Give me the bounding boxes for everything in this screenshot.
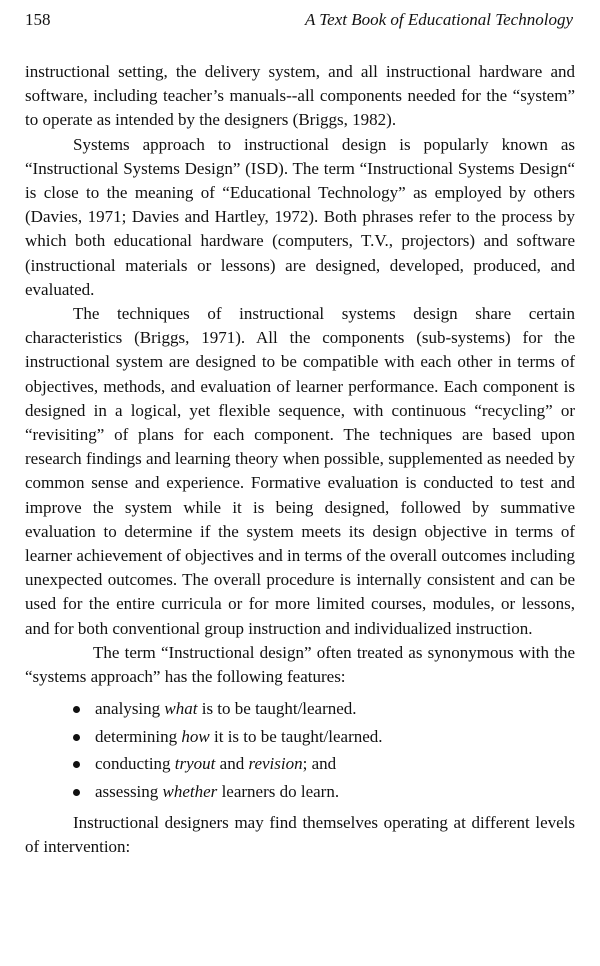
bullet-icon [73,706,80,713]
bullet-icon [73,734,80,741]
page-number: 158 [25,10,51,29]
bullet-icon [73,789,80,796]
bullet-icon [73,761,80,768]
feature-list [25,695,575,805]
paragraph-continuation: instructional setting, the delivery system, and all instructional hardware and software, including teacher’s manuals--all components needed for the “system” to operate as intended by the designers (Briggs, 1982). [25,62,575,130]
body-text [25,60,575,860]
paragraph-features-intro: The term “Instructional design” often treated as synonymous with the “systems approach” has the following features: [25,642,575,687]
list-item: analysing what is to be taught/learned. [73,695,575,723]
list-item: assessing whether learners do learn. [73,778,575,806]
list-item: conducting tryout and revision; and [73,750,575,778]
running-head [25,10,573,34]
paragraph-closing: Instructional designers may find themselves operating at different levels of intervention: [25,813,575,857]
book-title: A Text Book of Educational Technology [304,10,573,29]
paragraph-isd: Systems approach to instructional design is popularly known as “Instructional Systems Design” (ISD). The term “Instructional Systems Design“ is close to the meaning of “Educational Technology” as employed by others (Davies, 1971; Davies and Hartley, 1972). Both phrases refer to the process by which both educational hardware (computers, T.V., projectors) and software (instructional materials or lessons) are designed, developed, produced, and evaluated. [25,134,575,299]
list-item: determining how it is to be taught/learned. [73,723,575,751]
paragraph-techniques: The techniques of instructional systems design share certain characteristics (Briggs, 1971). All the components (sub-systems) for the instructional system are designed to be compatible with each other in terms of objectives, methods, and evaluation of learner performance. Each component is designed in a logical, yet flexible sequence, with continuous “recycling” or “revisiting” of plans for each component. The techniques are based upon research findings and learning theory when possible, supplemented as needed by common sense and experience. Formative evaluation is conducted to test and improve the system while it is being designed, followed by summative evaluation to determine if the system meets its design objective in terms of learner achievement of objectives and in terms of the overall outcomes including unexpected outcomes. The overall procedure is internally consistent and can be used for the entire curricula or for more limited courses, modules, or lessons, and for both conventional group instruction and individualized instruction. [25,304,575,638]
